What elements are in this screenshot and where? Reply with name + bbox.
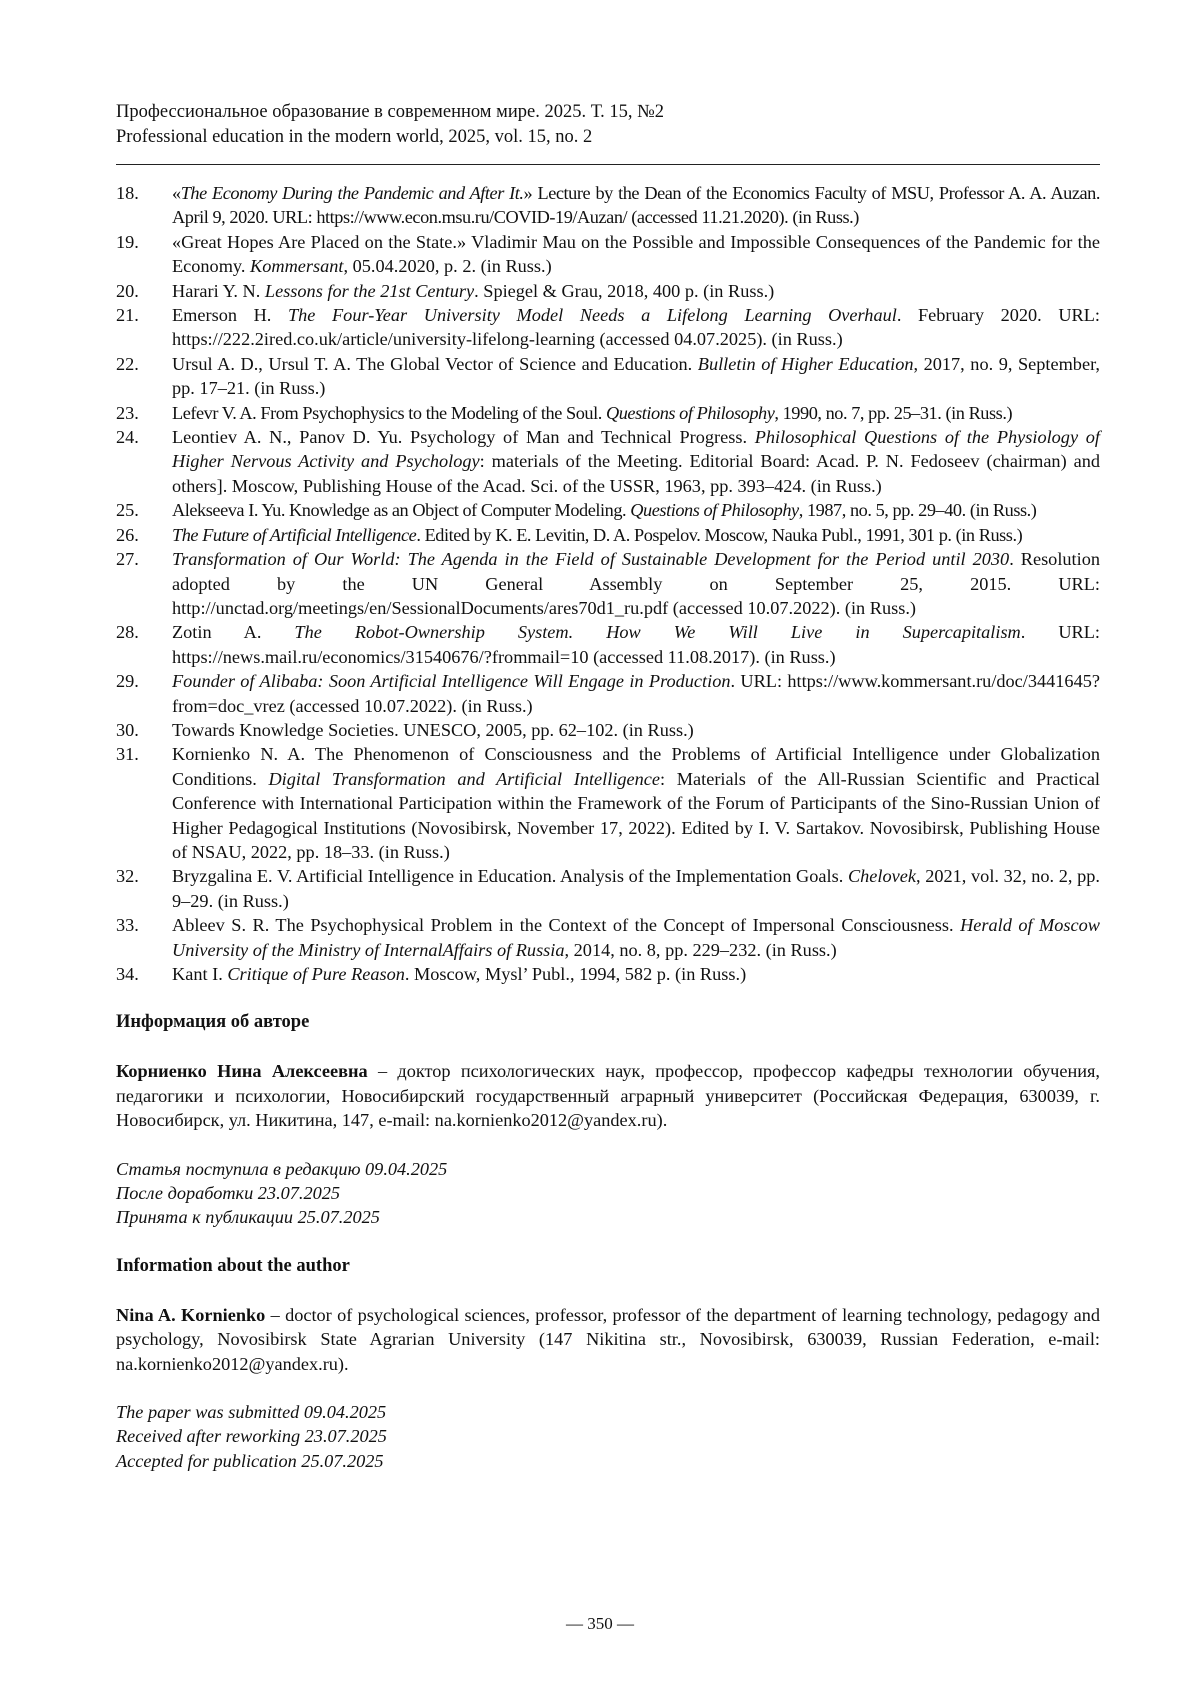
reference-text: Kant I. Critique of Pure Reason. Moscow, Mysl’ Publ., 1994, 582 p. (in Russ.) (172, 962, 1100, 986)
reference-item (116, 962, 1100, 986)
reference-text: Lefevr V. A. From Psychophysics to the Modeling of the Soul. Questions of Philosophy, 1990, no. 7, pp. 25–31. (in Russ.) (172, 401, 1100, 425)
author-bio-en (116, 1303, 1100, 1376)
date-submitted-en: The paper was submitted 09.04.2025 (116, 1400, 1100, 1424)
reference-text: Leontiev A. N., Panov D. Yu. Psychology of Man and Technical Progress. Philosophical Questions of the Physiology of Higher Nervous Activity and Psychology: materials of the Meeting. Editorial Board: Acad. P. N. Fedoseev (chairman) and others]. Moscow, Publishing House of the Acad. Sci. of the USSR, 1963, pp. 393–424. (in Russ.) (172, 425, 1100, 498)
reference-number: 34. (116, 962, 172, 986)
reference-item (116, 742, 1100, 864)
reference-text: Alekseeva I. Yu. Knowledge as an Object of Computer Modeling. Questions of Philosophy, 1987, no. 5, pp. 29–40. (in Russ.) (172, 498, 1100, 522)
reference-item (116, 864, 1100, 913)
date-reworked-ru: После доработки 23.07.2025 (116, 1181, 1100, 1205)
reference-text: «The Economy During the Pandemic and After It.» Lecture by the Dean of the Economics Faculty of MSU, Professor A. A. Auzan. April 9, 2020. URL: https://www.econ.msu.ru/COVID-19/Auzan/ (accessed 11.21.2020). (in Russ.) (172, 181, 1100, 230)
reference-text: Harari Y. N. Lessons for the 21st Century. Spiegel & Grau, 2018, 400 p. (in Russ.) (172, 279, 1100, 303)
author-name-en: Nina A. Kornienko (116, 1305, 265, 1325)
author-name-ru: Корниенко Нина Алексеевна (116, 1061, 368, 1081)
reference-number: 31. (116, 742, 172, 864)
reference-item (116, 620, 1100, 669)
author-bio-ru (116, 1059, 1100, 1132)
reference-item (116, 279, 1100, 303)
page-number: — 350 — (0, 1614, 1200, 1634)
reference-text: «Great Hopes Are Placed on the State.» Vladimir Mau on the Possible and Impossible Consequences of the Pandemic for the Economy. Kommersant, 05.04.2020, p. 2. (in Russ.) (172, 230, 1100, 279)
header-divider (116, 164, 1100, 165)
author-info-title-ru: Информация об авторе (116, 1010, 1100, 1035)
author-bio-text-en: – doctor of psychological sciences, professor, professor of the department of learning technology, pedagogy and psychology, Novosibirsk State Agrarian University (147 Nikitina str., Novosibirsk, 630039, Russian Federation, e-mail: na.kornienko2012@yandex.ru). (116, 1305, 1100, 1374)
reference-number: 29. (116, 669, 172, 718)
journal-header-en: Professional education in the modern world, 2025, vol. 15, no. 2 (116, 125, 1100, 150)
reference-text: Bryzgalina E. V. Artificial Intelligence in Education. Analysis of the Implementation Goals. Chelovek, 2021, vol. 32, no. 2, pp. 9–29. (in Russ.) (172, 864, 1100, 913)
reference-number: 21. (116, 303, 172, 352)
reference-number: 32. (116, 864, 172, 913)
reference-text: The Future of Artificial Intelligence. Edited by K. E. Levitin, D. A. Pospelov. Moscow, Nauka Publ., 1991, 301 p. (in Russ.) (172, 523, 1100, 547)
reference-item (116, 352, 1100, 401)
reference-item (116, 669, 1100, 718)
reference-text: Founder of Alibaba: Soon Artificial Intelligence Will Engage in Production. URL: https://www.kommersant.ru/doc/3441645? from=doc_vrez (accessed 10.07.2022). (in Russ.) (172, 669, 1100, 718)
reference-number: 26. (116, 523, 172, 547)
date-accepted-en: Accepted for publication 25.07.2025 (116, 1449, 1100, 1473)
reference-number: 25. (116, 498, 172, 522)
date-reworked-en: Received after reworking 23.07.2025 (116, 1424, 1100, 1448)
reference-item (116, 303, 1100, 352)
reference-number: 20. (116, 279, 172, 303)
reference-item (116, 498, 1100, 522)
date-accepted-ru: Принята к публикации 25.07.2025 (116, 1205, 1100, 1229)
reference-number: 27. (116, 547, 172, 620)
reference-item (116, 523, 1100, 547)
reference-number: 24. (116, 425, 172, 498)
author-bio-text-ru: – доктор психологических наук, профессор, профессор кафедры технологии обучения, педагогики и психологии, Новосибирский государственный аграрный университет (Российская Федерация, 630039, г. Новосибирск, ул. Никитина, 147, e-mail: na.kornienko2012@yandex.ru). (116, 1061, 1100, 1130)
reference-text: Kornienko N. A. The Phenomenon of Consciousness and the Problems of Artificial Intelligence under Globalization Conditions. Digital Transformation and Artificial Intelligence: Materials of the All-Russian Scientific and Practical Conference with International Participation within the Framework of the Forum of Participants of the Sino-Russian Union of Higher Pedagogical Institutions (Novosibirsk, November 17, 2022). Edited by I. V. Sartakov. Novosibirsk, Publishing House of NSAU, 2022, pp. 18–33. (in Russ.) (172, 742, 1100, 864)
date-submitted-ru: Статья поступила в редакцию 09.04.2025 (116, 1157, 1100, 1181)
reference-text: Ursul A. D., Ursul T. A. The Global Vector of Science and Education. Bulletin of Higher Education, 2017, no. 9, September, pp. 17–21. (in Russ.) (172, 352, 1100, 401)
article-dates-ru (116, 1157, 1100, 1230)
journal-header-ru: Профессиональное образование в современном мире. 2025. Т. 15, №2 (116, 100, 1100, 125)
reference-item (116, 718, 1100, 742)
reference-text: Ableev S. R. The Psychophysical Problem in the Context of the Concept of Impersonal Consciousness. Herald of Moscow University of the Ministry of InternalAffairs of Russia, 2014, no. 8, pp. 229–232. (in Russ.) (172, 913, 1100, 962)
author-info-title-en: Information about the author (116, 1254, 1100, 1279)
reference-list (116, 181, 1100, 986)
reference-item (116, 913, 1100, 962)
reference-number: 19. (116, 230, 172, 279)
reference-item (116, 547, 1100, 620)
reference-text: Towards Knowledge Societies. UNESCO, 2005, pp. 62–102. (in Russ.) (172, 718, 1100, 742)
reference-text: Zotin A. The Robot-Ownership System. How We Will Live in Supercapitalism. URL: https://news.mail.ru/economics/31540676/?frommail=10 (accessed 11.08.2017). (in Russ.) (172, 620, 1100, 669)
reference-text: Transformation of Our World: The Agenda in the Field of Sustainable Development for the Period until 2030. Resolution adopted by the UN General Assembly on September 25, 2015. URL: http://unctad.org/meetings/en/SessionalDocuments/ares70d1_ru.pdf (accessed 10.07.2022). (in Russ.) (172, 547, 1100, 620)
reference-number: 22. (116, 352, 172, 401)
reference-number: 23. (116, 401, 172, 425)
reference-text: Emerson H. The Four-Year University Model Needs a Lifelong Learning Overhaul. February 2020. URL: https://222.2ired.co.uk/article/university-lifelong-learning (accessed 04.07.2025). (in Russ.) (172, 303, 1100, 352)
reference-item (116, 230, 1100, 279)
reference-number: 30. (116, 718, 172, 742)
reference-item (116, 401, 1100, 425)
article-dates-en (116, 1400, 1100, 1473)
reference-number: 33. (116, 913, 172, 962)
page (116, 100, 1100, 1473)
reference-item (116, 181, 1100, 230)
journal-header (116, 100, 1100, 150)
reference-number: 28. (116, 620, 172, 669)
reference-item (116, 425, 1100, 498)
reference-number: 18. (116, 181, 172, 230)
